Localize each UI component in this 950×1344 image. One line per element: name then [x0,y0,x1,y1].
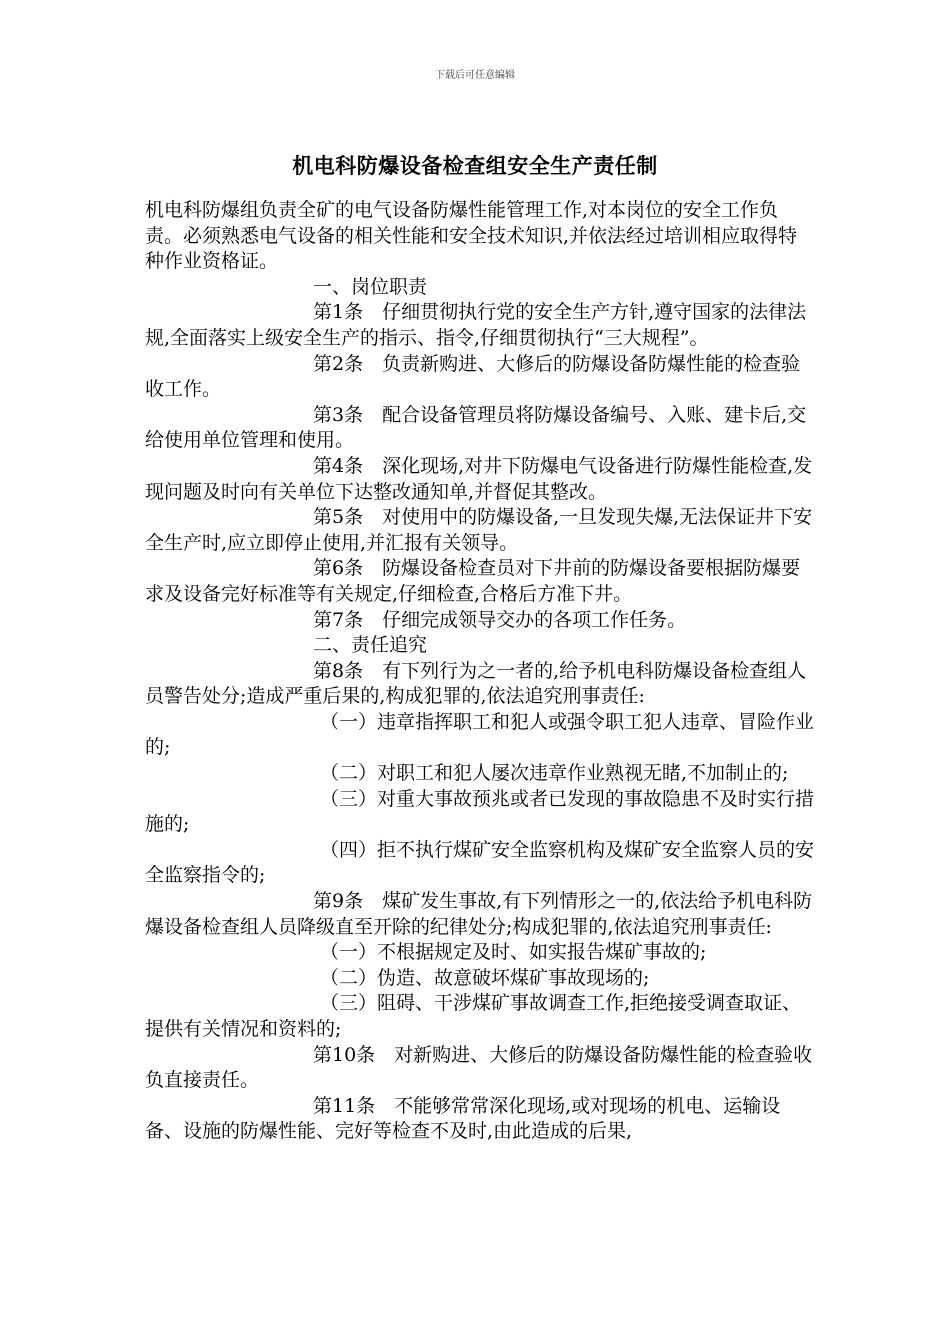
article-6: 第6条 防爆设备检查员对下井前的防爆设备要根据防爆要求及设备完好标准等有关规定,仔细检查,合格后方准下井。 [145,557,801,605]
header-note: 下载后可任意编辑 [435,70,515,81]
document-body [145,198,815,1145]
article-9: 第9条 煤矿发生事故,有下列情形之一的,依法给予机电科防爆设备检查组人员降级直至开除的纪律处分;构成犯罪的,依法追究刑事责任: [145,890,813,938]
article-3: 第3条 配合设备管理员将防爆设备编号、入账、建卡后,交给使用单位管理和使用。 [145,403,807,452]
article-2: 第2条 负责新购进、大修后的防爆设备防爆性能的检查验收工作。 [145,352,801,401]
article-9-item-2: （二）伪造、故意破坏煤矿事故现场的; [320,966,650,989]
article-5: 第5条 对使用中的防爆设备,一旦发现失爆,无法保证井下安全生产时,应立即停止使用,并汇报有关领导。 [145,506,813,554]
article-8: 第8条 有下列行为之一者的,给予机电科防爆设备检查组人员警告处分;造成严重后果的,构成犯罪的,依法追究刑事责任: [145,659,807,708]
article-10: 第10条 对新购进、大修后的防爆设备防爆性能的检查验收负直接责任。 [145,1043,813,1092]
article-1: 第1条 仔细贯彻执行党的安全生产方针,遵守国家的法律法规,全面落实上级安全生产的指示、指令,仔细贯彻执行“三大规程”。 [145,301,807,349]
article-11: 第11条 不能够常常深化现场,或对现场的机电、运输设备、设施的防爆性能、完好等检查不及时,由此造成的后果, [145,1094,781,1143]
article-4: 第4条 深化现场,对井下防爆电气设备进行防爆性能检查,发现问题及时向有关单位下达整改通知单,并督促其整改。 [145,454,813,503]
article-8-item-1: （一）违章指挥职工和犯人或强令职工犯人违章、冒险作业的; [145,710,815,759]
document-title: 机电科防爆设备检查组安全生产责任制 [292,153,658,178]
article-8-item-3: （三）对重大事故预兆或者已发现的事故隐患不及时实行措施的; [145,787,815,836]
article-7: 第7条 仔细完成领导交办的各项工作任务。 [313,608,687,631]
section-heading-accountability: 二、责任追究 [313,634,428,657]
section-heading-duties: 一、岗位职责 [313,275,428,298]
article-8-item-4: （四）拒不执行煤矿安全监察机构及煤矿安全监察人员的安全监察指令的; [145,838,815,887]
article-8-item-2: （二）对职工和犯人屡次违章作业熟视无睹,不加制止的; [320,762,789,785]
article-9-item-1: （一）不根据规定及时、如实报告煤矿事故的; [320,941,707,964]
intro-paragraph: 机电科防爆组负责全矿的电气设备防爆性能管理工作,对本岗位的安全工作负责。必须熟悉电气设备的相关性能和安全技术知识,并依法经过培训相应取得特种作业资格证。 [145,199,798,273]
article-9-item-3: （三）阻碍、干涉煤矿事故调查工作,拒绝接受调查取证、提供有关情况和资料的; [145,992,802,1040]
